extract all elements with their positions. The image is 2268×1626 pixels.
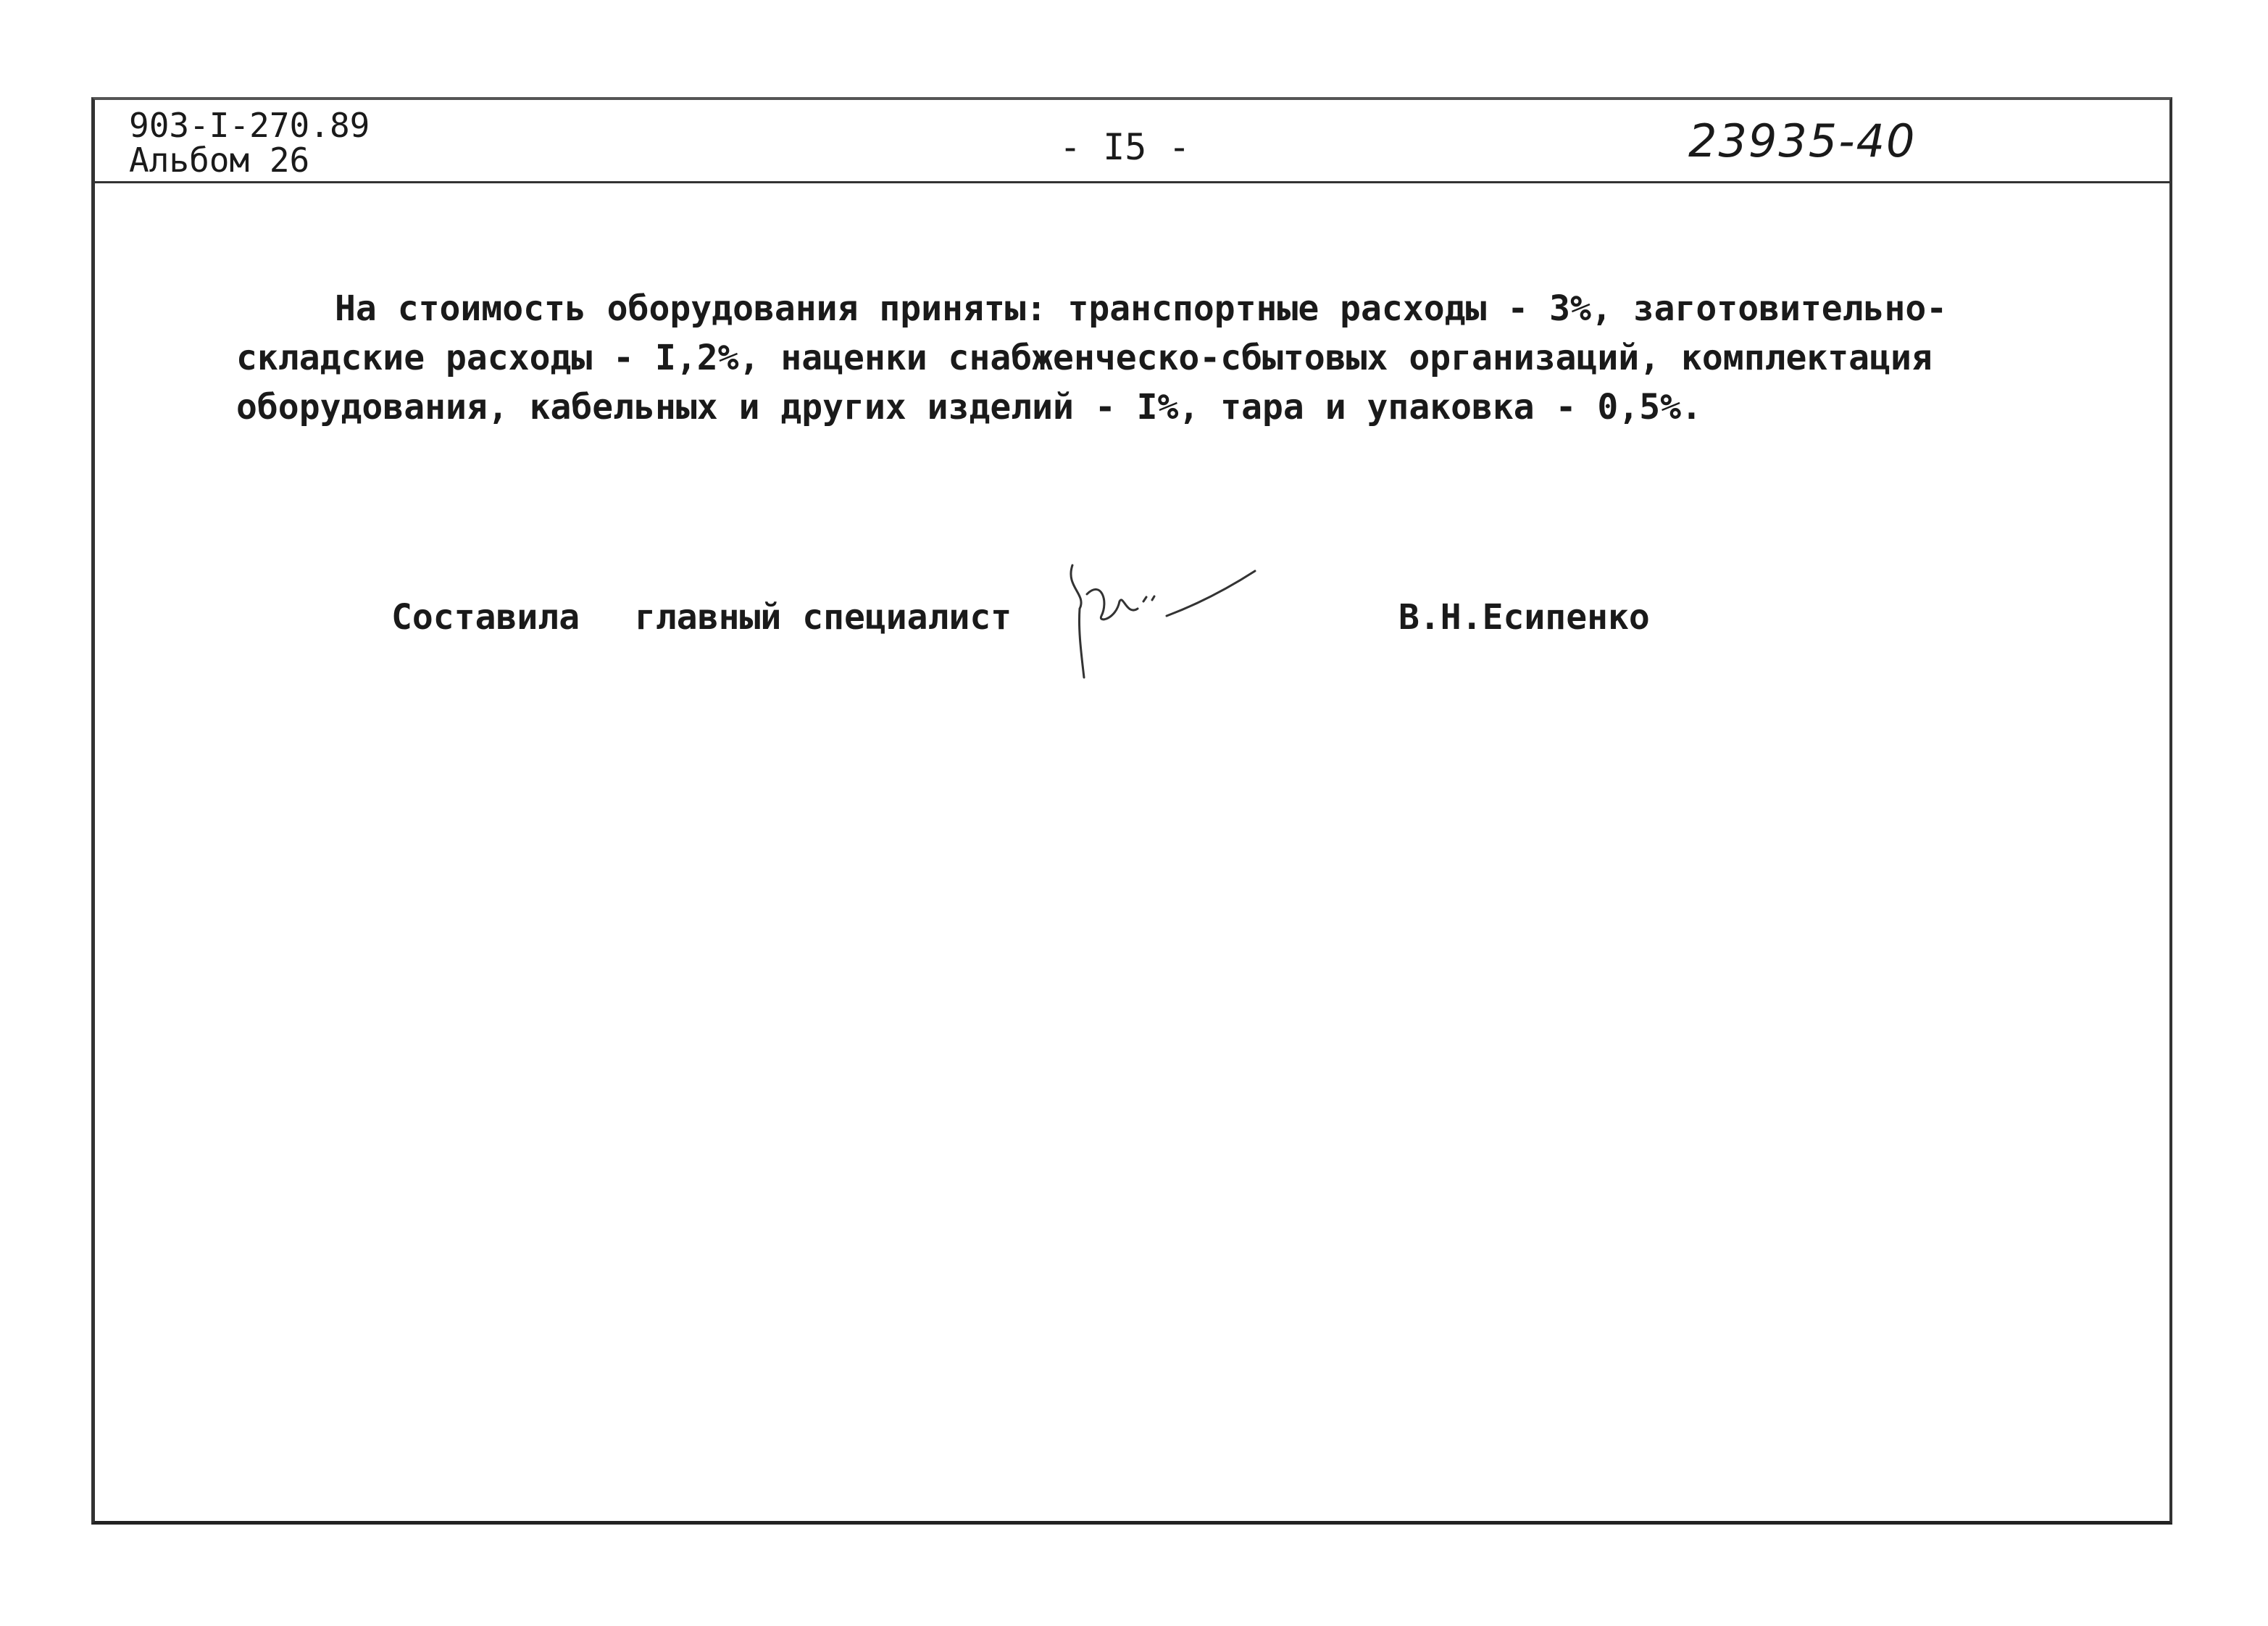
header-divider xyxy=(91,181,2172,183)
signoff-position: главный специалист xyxy=(635,597,1012,638)
paragraph-line: На стоимость оборудования приняты: транспортные расходы - 3%, заготовительно- xyxy=(335,288,1948,329)
signoff-name: В.Н.Есипенко xyxy=(1398,597,1650,638)
paragraph-line: складские расходы - I,2%, наценки снабженческо-сбытовых организаций, комплектация xyxy=(236,338,1933,378)
handwritten-signature xyxy=(1058,551,1268,681)
inventory-number: 23935-40 xyxy=(1688,114,1917,167)
album-label: Альбом 26 xyxy=(129,141,310,180)
cost-note-paragraph xyxy=(236,284,1948,432)
page-number: - I5 - xyxy=(1059,126,1191,168)
paragraph-line: оборудования, кабельных и других изделий - I%, тара и упаковка - 0,5%. xyxy=(236,387,1702,428)
document-code: 903-I-270.89 xyxy=(129,106,370,145)
signoff-role: Составила xyxy=(391,597,580,638)
